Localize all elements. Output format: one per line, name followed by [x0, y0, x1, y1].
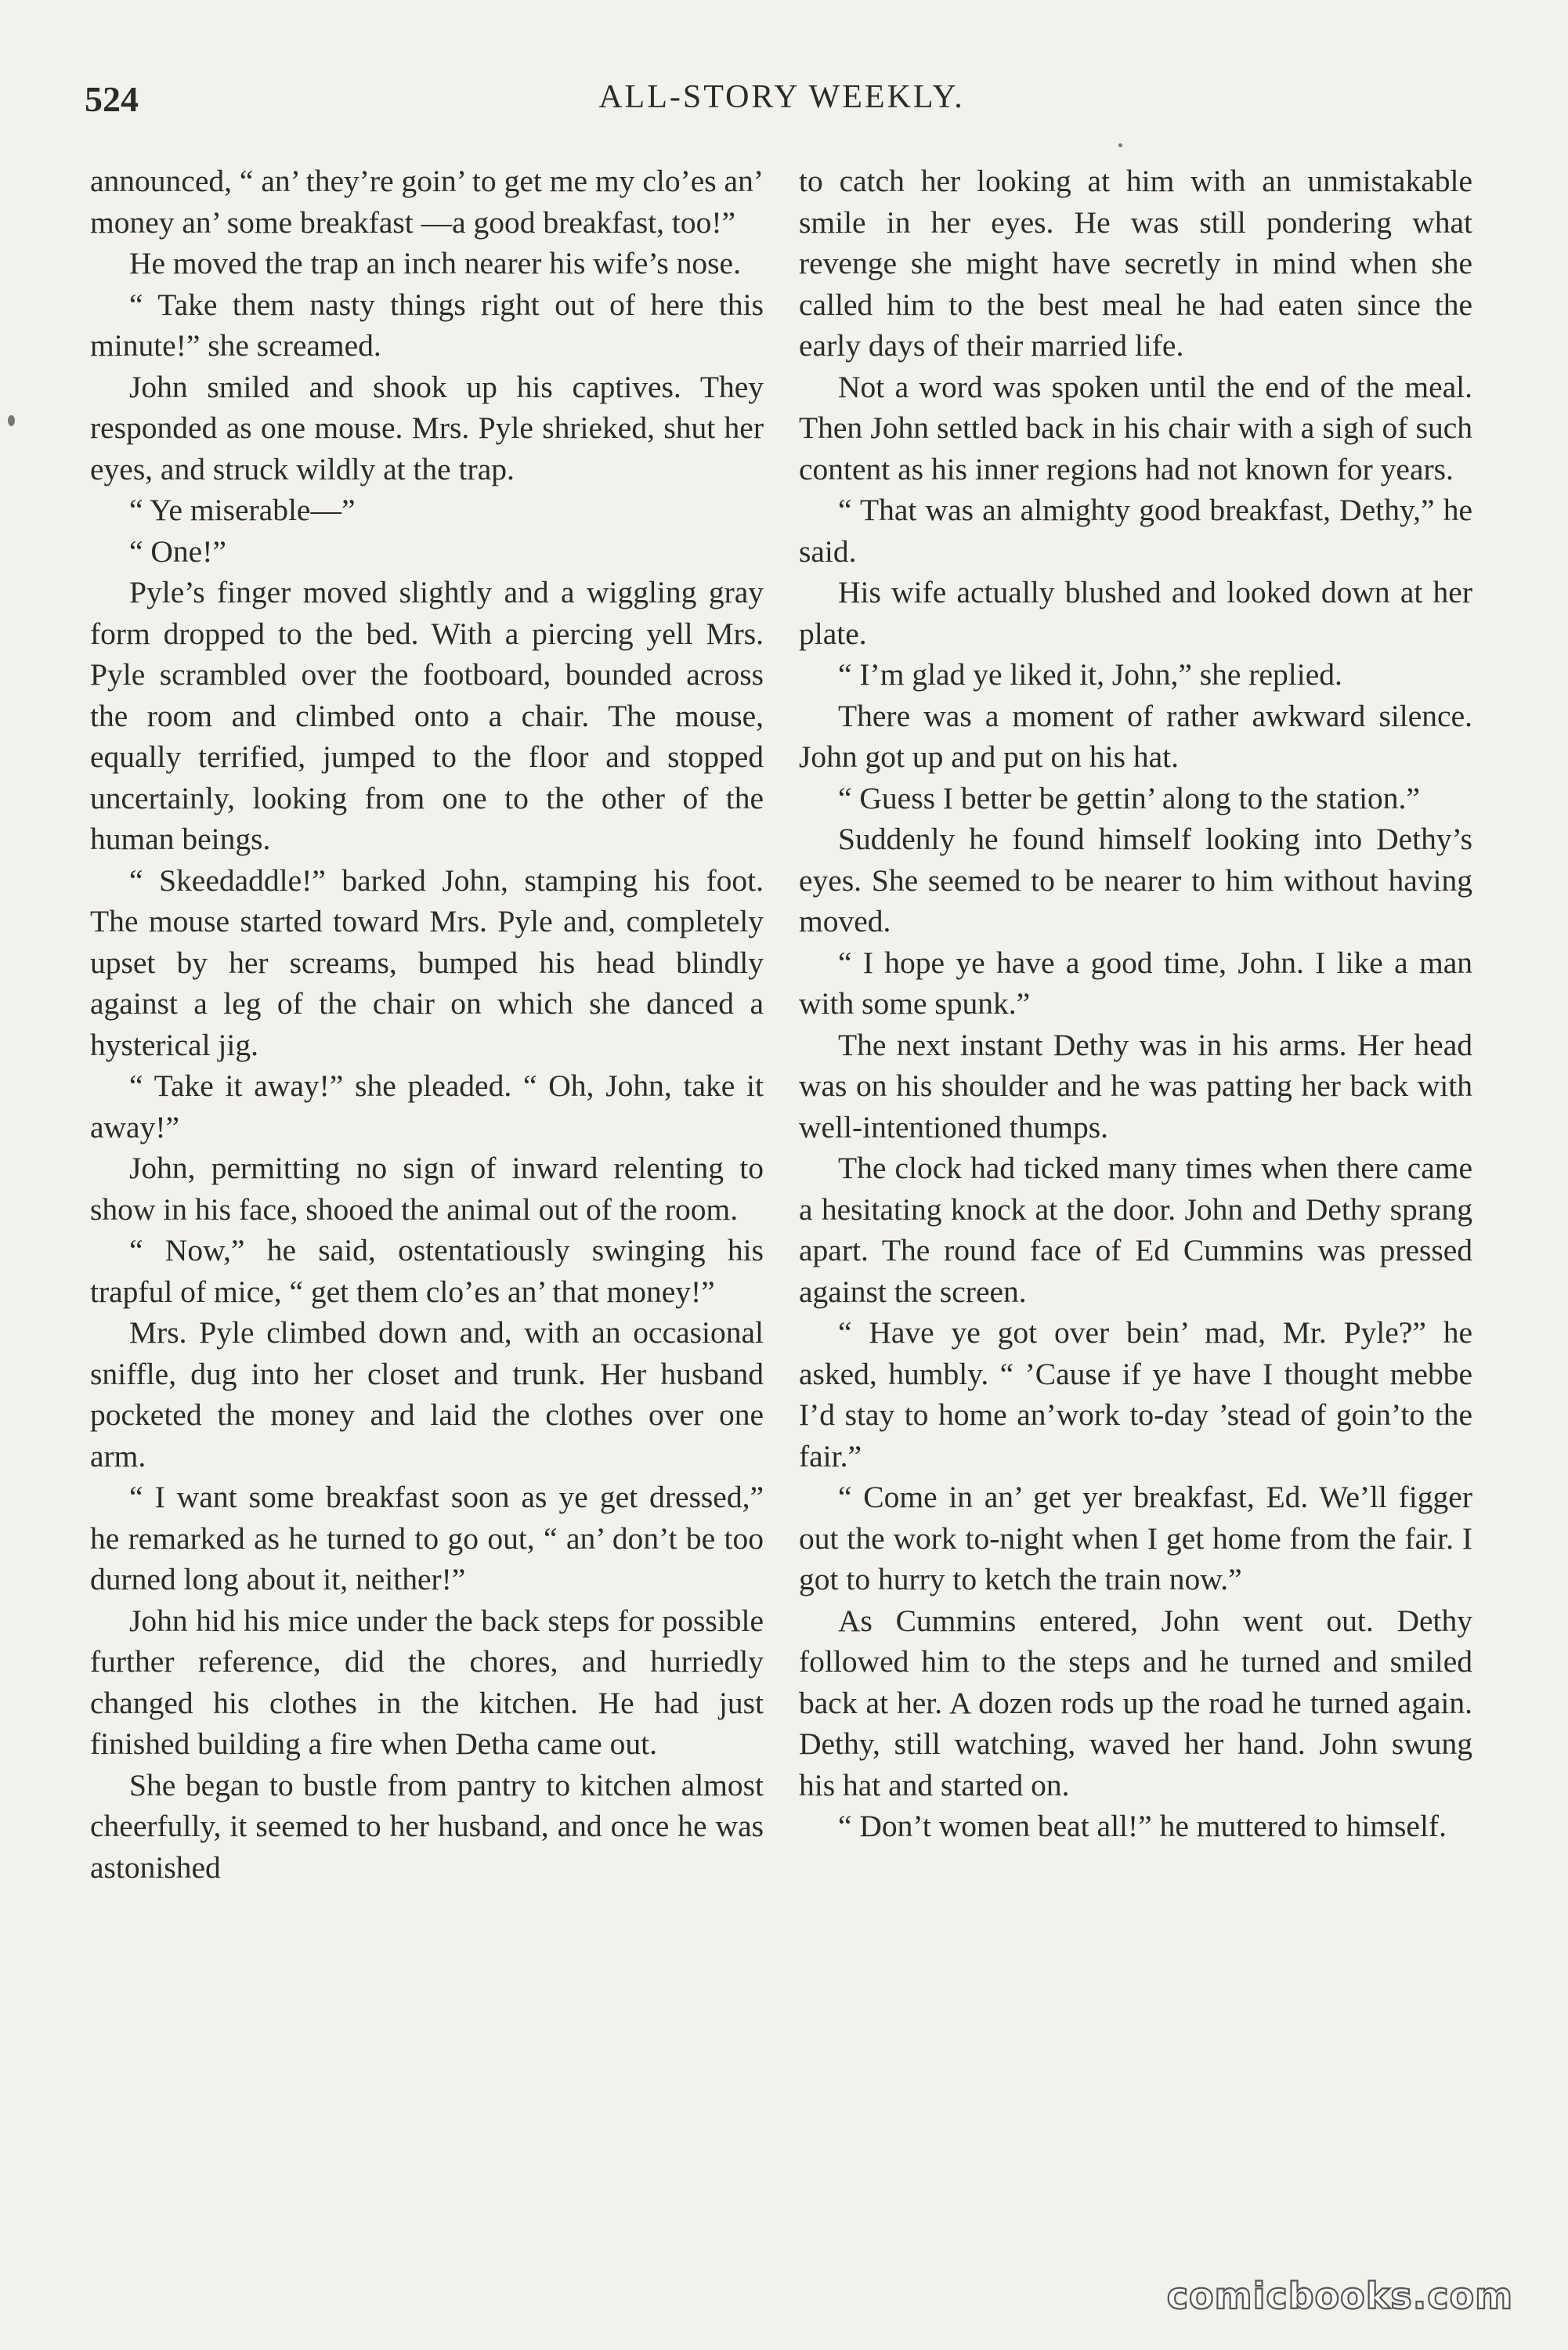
page-number: 524	[85, 79, 139, 119]
paragraph: Suddenly he found himself looking into Dethy’s eyes. She seemed to be nearer to him without having moved.	[799, 822, 1472, 938]
watermark-logo: comicbooks.com	[1166, 2275, 1513, 2317]
paragraph: Mrs. Pyle climbed down and, with an occasional sniffle, dug into her closet and trunk. Her husband pocketed the money and laid the clothes over one arm.	[90, 1315, 764, 1473]
paragraph: “ Now,” he said, ostentatiously swinging his trapful of mice, “ get them clo’es an’ that money!”	[90, 1233, 764, 1309]
paragraph: Not a word was spoken until the end of the meal. Then John settled back in his chair with a sigh of such content as his inner regions had not known for years.	[799, 369, 1472, 486]
paragraph: “ Guess I better be gettin’ along to the station.”	[838, 780, 1420, 815]
paragraph: John hid his mice under the back steps for possible further reference, did the chores, and hurriedly changed his clothes in the kitchen. He had just finished building a fire when Detha came out.	[90, 1603, 764, 1761]
paragraph: to catch her looking at him with an unmistakable smile in her eyes. He was still pondering what revenge she might have secretly in mind when she called him to the best meal he had eaten since the early days of their married life.	[799, 164, 1472, 363]
paragraph: “ Don’t women beat all!” he muttered to himself.	[838, 1809, 1447, 1843]
paragraph: “ I’m glad ye liked it, John,” she replied.	[838, 657, 1342, 692]
paragraph: “ Have ye got over bein’ mad, Mr. Pyle?” he asked, humbly. “ ’Cause if ye have I thought mebbe I’d stay to home an’work to-day ’stead of goin’to the fair.”	[799, 1315, 1472, 1473]
paragraph: announced, “ an’ they’re goin’ to get me my clo’es an’ money an’ some breakfast —a good breakfast, too!”	[90, 164, 764, 240]
paragraph: John smiled and shook up his captives. They responded as one mouse. Mrs. Pyle shrieked, shut her eyes, and struck wildly at the trap.	[90, 369, 764, 486]
page-header	[85, 78, 1479, 141]
paragraph: “ That was an almighty good breakfast, Dethy,” he said.	[799, 493, 1472, 569]
paragraph: As Cummins entered, John went out. Dethy followed him to the steps and he turned and smiled back at her. A dozen rods up the road he turned again. Dethy, still watching, waved her hand. John swung his hat and started on.	[799, 1603, 1472, 1802]
paragraph: The next instant Dethy was in his arms. Her head was on his shoulder and he was patting her back with well-intentioned thumps.	[799, 1027, 1472, 1144]
print-speck	[8, 415, 15, 426]
paragraph: “ Come in an’ get yer breakfast, Ed. We’ll figger out the work to-night when I get home from the fair. I got to hurry to ketch the train now.”	[799, 1480, 1472, 1596]
magazine-title: ALL-STORY WEEKLY.	[598, 79, 965, 115]
left-column	[90, 161, 764, 1888]
paragraph: “ I hope ye have a good time, John. I like a man with some spunk.”	[799, 945, 1472, 1021]
paragraph: Pyle’s finger moved slightly and a wiggling gray form dropped to the bed. With a piercing yell Mrs. Pyle scrambled over the footboard, bounded across the room and climbed onto a chair. The mouse, equally terrified, jumped to the floor and stopped uncertainly, looking from one to the other of the human beings.	[90, 575, 764, 856]
paragraph: “ I want some breakfast soon as ye get dressed,” he remarked as he turned to go out, “ an’ don’t be too durned long about it, neither!”	[90, 1480, 764, 1596]
paragraph: She began to bustle from pantry to kitchen almost cheerfully, it seemed to her husband, and once he was astonished	[90, 1767, 764, 1885]
paragraph: “ Ye miserable—”	[129, 493, 356, 527]
paragraph: “ Take them nasty things right out of here this minute!” she screamed.	[90, 287, 764, 363]
right-column	[799, 161, 1472, 1847]
paragraph: “ One!”	[129, 533, 226, 569]
paragraph: His wife actually blushed and looked down at her plate.	[799, 575, 1472, 651]
paragraph: He moved the trap an inch nearer his wife’s nose.	[129, 246, 741, 280]
paragraph: “ Take it away!” she pleaded. “ Oh, John, take it away!”	[90, 1068, 764, 1144]
paragraph: There was a moment of rather awkward silence. John got up and put on his hat.	[799, 698, 1472, 774]
print-speck	[1118, 143, 1122, 147]
paragraph: John, permitting no sign of inward relenting to show in his face, shooed the animal out of the room.	[90, 1151, 764, 1227]
paragraph: The clock had ticked many times when there came a hesitating knock at the door. John and Dethy sprang apart. The round face of Ed Cummins was pressed against the screen.	[799, 1151, 1472, 1309]
paragraph: “ Skeedaddle!” barked John, stamping his foot. The mouse started toward Mrs. Pyle and, completely upset by her screams, bumped his head blindly against a leg of the chair on which she danced a hysterical jig.	[90, 862, 764, 1062]
